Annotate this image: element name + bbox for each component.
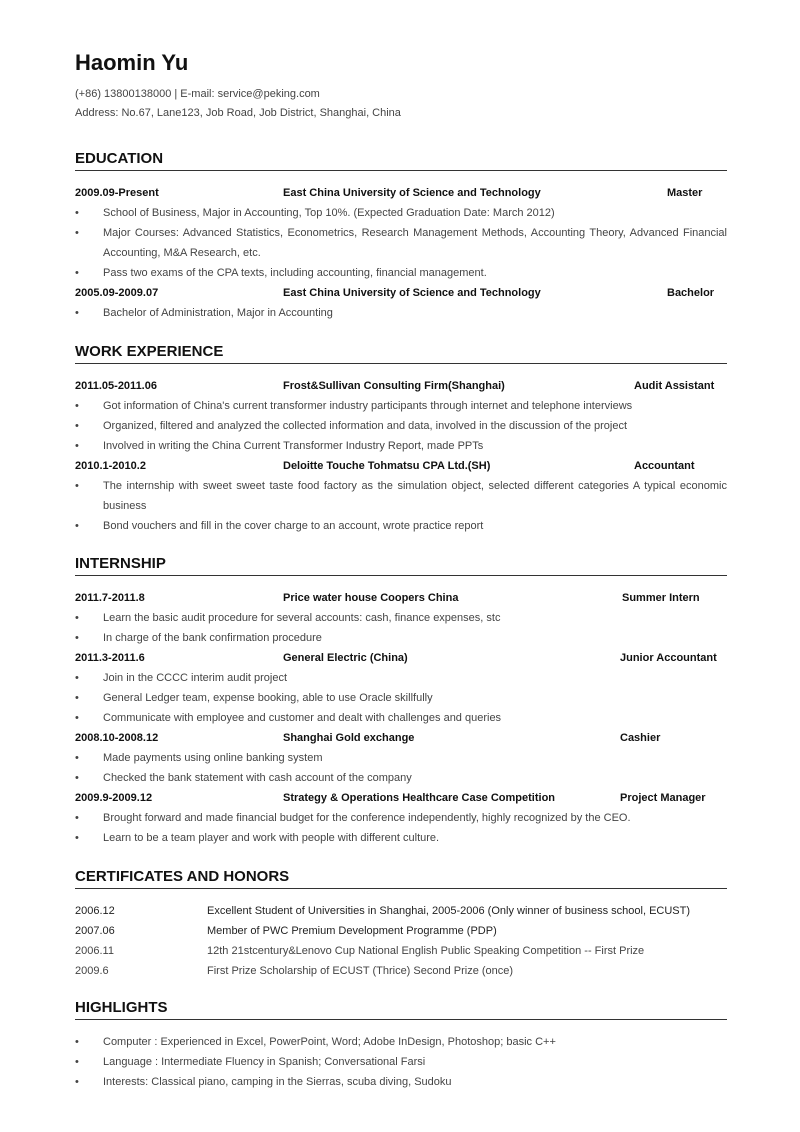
list-item: • School of Business, Major in Accounting, Top 10%. (Expected Graduation Date: March 2012)	[75, 203, 727, 223]
certificate-date: 2009.6	[75, 965, 109, 977]
certificate-date: 2006.11	[75, 945, 114, 957]
highlights-section	[75, 999, 727, 1092]
entry-organization: Shanghai Gold exchange	[283, 732, 415, 744]
internship-entry	[75, 728, 727, 748]
education-title: EDUCATION	[75, 150, 727, 171]
address-line: Address: No.67, Lane123, Job Road, Job District, Shanghai, China	[75, 107, 401, 119]
entry-role: Audit Assistant	[634, 380, 715, 392]
entry-date: 2011.05-2011.06	[75, 380, 157, 392]
entry-organization: Deloitte Touche Tohmatsu CPA Ltd.(SH)	[283, 460, 491, 472]
list-item: • Major Courses: Advanced Statistics, Econometrics, Research Management Methods, Accounting Theory, Advanced Financial Accounting, M&A Research, etc.	[75, 223, 727, 263]
entry-role: Summer Intern	[622, 592, 700, 604]
work-experience-title: WORK EXPERIENCE	[75, 343, 727, 364]
list-item: • Got information of China's current transformer industry participants through internet and telephone interviews	[75, 396, 727, 416]
entry-date: 2009.09-Present	[75, 187, 159, 199]
entry-organization: Price water house Coopers China	[283, 592, 459, 604]
contact-block	[75, 85, 401, 123]
list-item: • Bond vouchers and fill in the cover charge to an account, wrote practice report	[75, 516, 727, 536]
entry-organization: East China University of Science and Technology	[283, 187, 541, 199]
entry-role: Cashier	[620, 732, 661, 744]
internship-entry	[75, 588, 727, 608]
certificate-item	[75, 901, 727, 921]
list-item: • Made payments using online banking system	[75, 748, 727, 768]
highlights-title: HIGHLIGHTS	[75, 999, 727, 1020]
work-experience-section	[75, 343, 727, 536]
certificate-text: Member of PWC Premium Development Programme (PDP)	[207, 925, 497, 937]
internship-entry	[75, 788, 727, 808]
certificate-item	[75, 941, 727, 961]
certificate-date: 2006.12	[75, 905, 115, 917]
work-entry	[75, 456, 727, 476]
list-item: • Learn the basic audit procedure for several accounts: cash, finance expenses, stc	[75, 608, 727, 628]
list-item: • In charge of the bank confirmation procedure	[75, 628, 727, 648]
internship-entry	[75, 648, 727, 668]
list-item: • Bachelor of Administration, Major in Accounting	[75, 303, 727, 323]
entry-role: Master	[667, 187, 703, 199]
certificate-date: 2007.06	[75, 925, 115, 937]
entry-date: 2011.3-2011.6	[75, 652, 145, 664]
list-item: • Interests: Classical piano, camping in the Sierras, scuba diving, Sudoku	[75, 1072, 727, 1092]
certificate-text: 12th 21stcentury&Lenovo Cup National English Public Speaking Competition -- First Prize	[207, 945, 645, 957]
entry-organization: Strategy & Operations Healthcare Case Competition	[283, 792, 556, 804]
entry-role: Project Manager	[620, 792, 706, 804]
certificates-section	[75, 868, 727, 981]
contact-line: (+86) 13800138000 | E-mail: service@peking.com	[75, 88, 320, 100]
list-item: • Computer : Experienced in Excel, PowerPoint, Word; Adobe InDesign, Photoshop; basic C++	[75, 1032, 727, 1052]
entry-date: 2010.1-2010.2	[75, 460, 146, 472]
entry-role: Junior Accountant	[620, 652, 717, 664]
education-section	[75, 150, 727, 323]
list-item: • The internship with sweet sweet taste food factory as the simulation object, selected different categories A typical economic business	[75, 476, 727, 516]
certificate-text: First Prize Scholarship of ECUST (Thrice) Second Prize (once)	[207, 965, 514, 977]
candidate-name: Haomin Yu	[75, 50, 189, 75]
entry-date: 2009.9-2009.12	[75, 792, 153, 804]
list-item: • Language : Intermediate Fluency in Spanish; Conversational Farsi	[75, 1052, 727, 1072]
entry-date: 2008.10-2008.12	[75, 732, 159, 744]
certificates-title: CERTIFICATES AND HONORS	[75, 868, 727, 889]
list-item: • Learn to be a team player and work with people with different culture.	[75, 828, 727, 848]
list-item: • Involved in writing the China Current Transformer Industry Report, made PPTs	[75, 436, 727, 456]
entry-role: Bachelor	[667, 287, 715, 299]
work-entry	[75, 376, 727, 396]
certificate-text: Excellent Student of Universities in Shanghai, 2005-2006 (Only winner of business school, ECUST)	[207, 905, 691, 917]
entry-role: Accountant	[634, 460, 695, 472]
list-item: • Join in the CCCC interim audit project	[75, 668, 727, 688]
education-entry	[75, 183, 727, 203]
list-item: • General Ledger team, expense booking, able to use Oracle skillfully	[75, 688, 727, 708]
list-item: • Communicate with employee and customer and dealt with challenges and queries	[75, 708, 727, 728]
certificate-item	[75, 961, 727, 981]
certificate-item	[75, 921, 727, 941]
list-item: • Organized, filtered and analyzed the collected information and data, involved in the discussion of the project	[75, 416, 727, 436]
list-item: • Brought forward and made financial budget for the conference independently, highly recognized by the CEO.	[75, 808, 727, 828]
entry-date: 2011.7-2011.8	[75, 592, 145, 604]
education-entry	[75, 283, 727, 303]
entry-organization: General Electric (China)	[283, 652, 408, 664]
entry-organization: Frost&Sullivan Consulting Firm(Shanghai)	[283, 380, 505, 392]
internship-section	[75, 555, 727, 848]
entry-date: 2005.09-2009.07	[75, 287, 159, 299]
list-item: • Checked the bank statement with cash account of the company	[75, 768, 727, 788]
entry-organization: East China University of Science and Technology	[283, 287, 541, 299]
internship-title: INTERNSHIP	[75, 555, 727, 576]
list-item: • Pass two exams of the CPA texts, including accounting, financial management.	[75, 263, 727, 283]
